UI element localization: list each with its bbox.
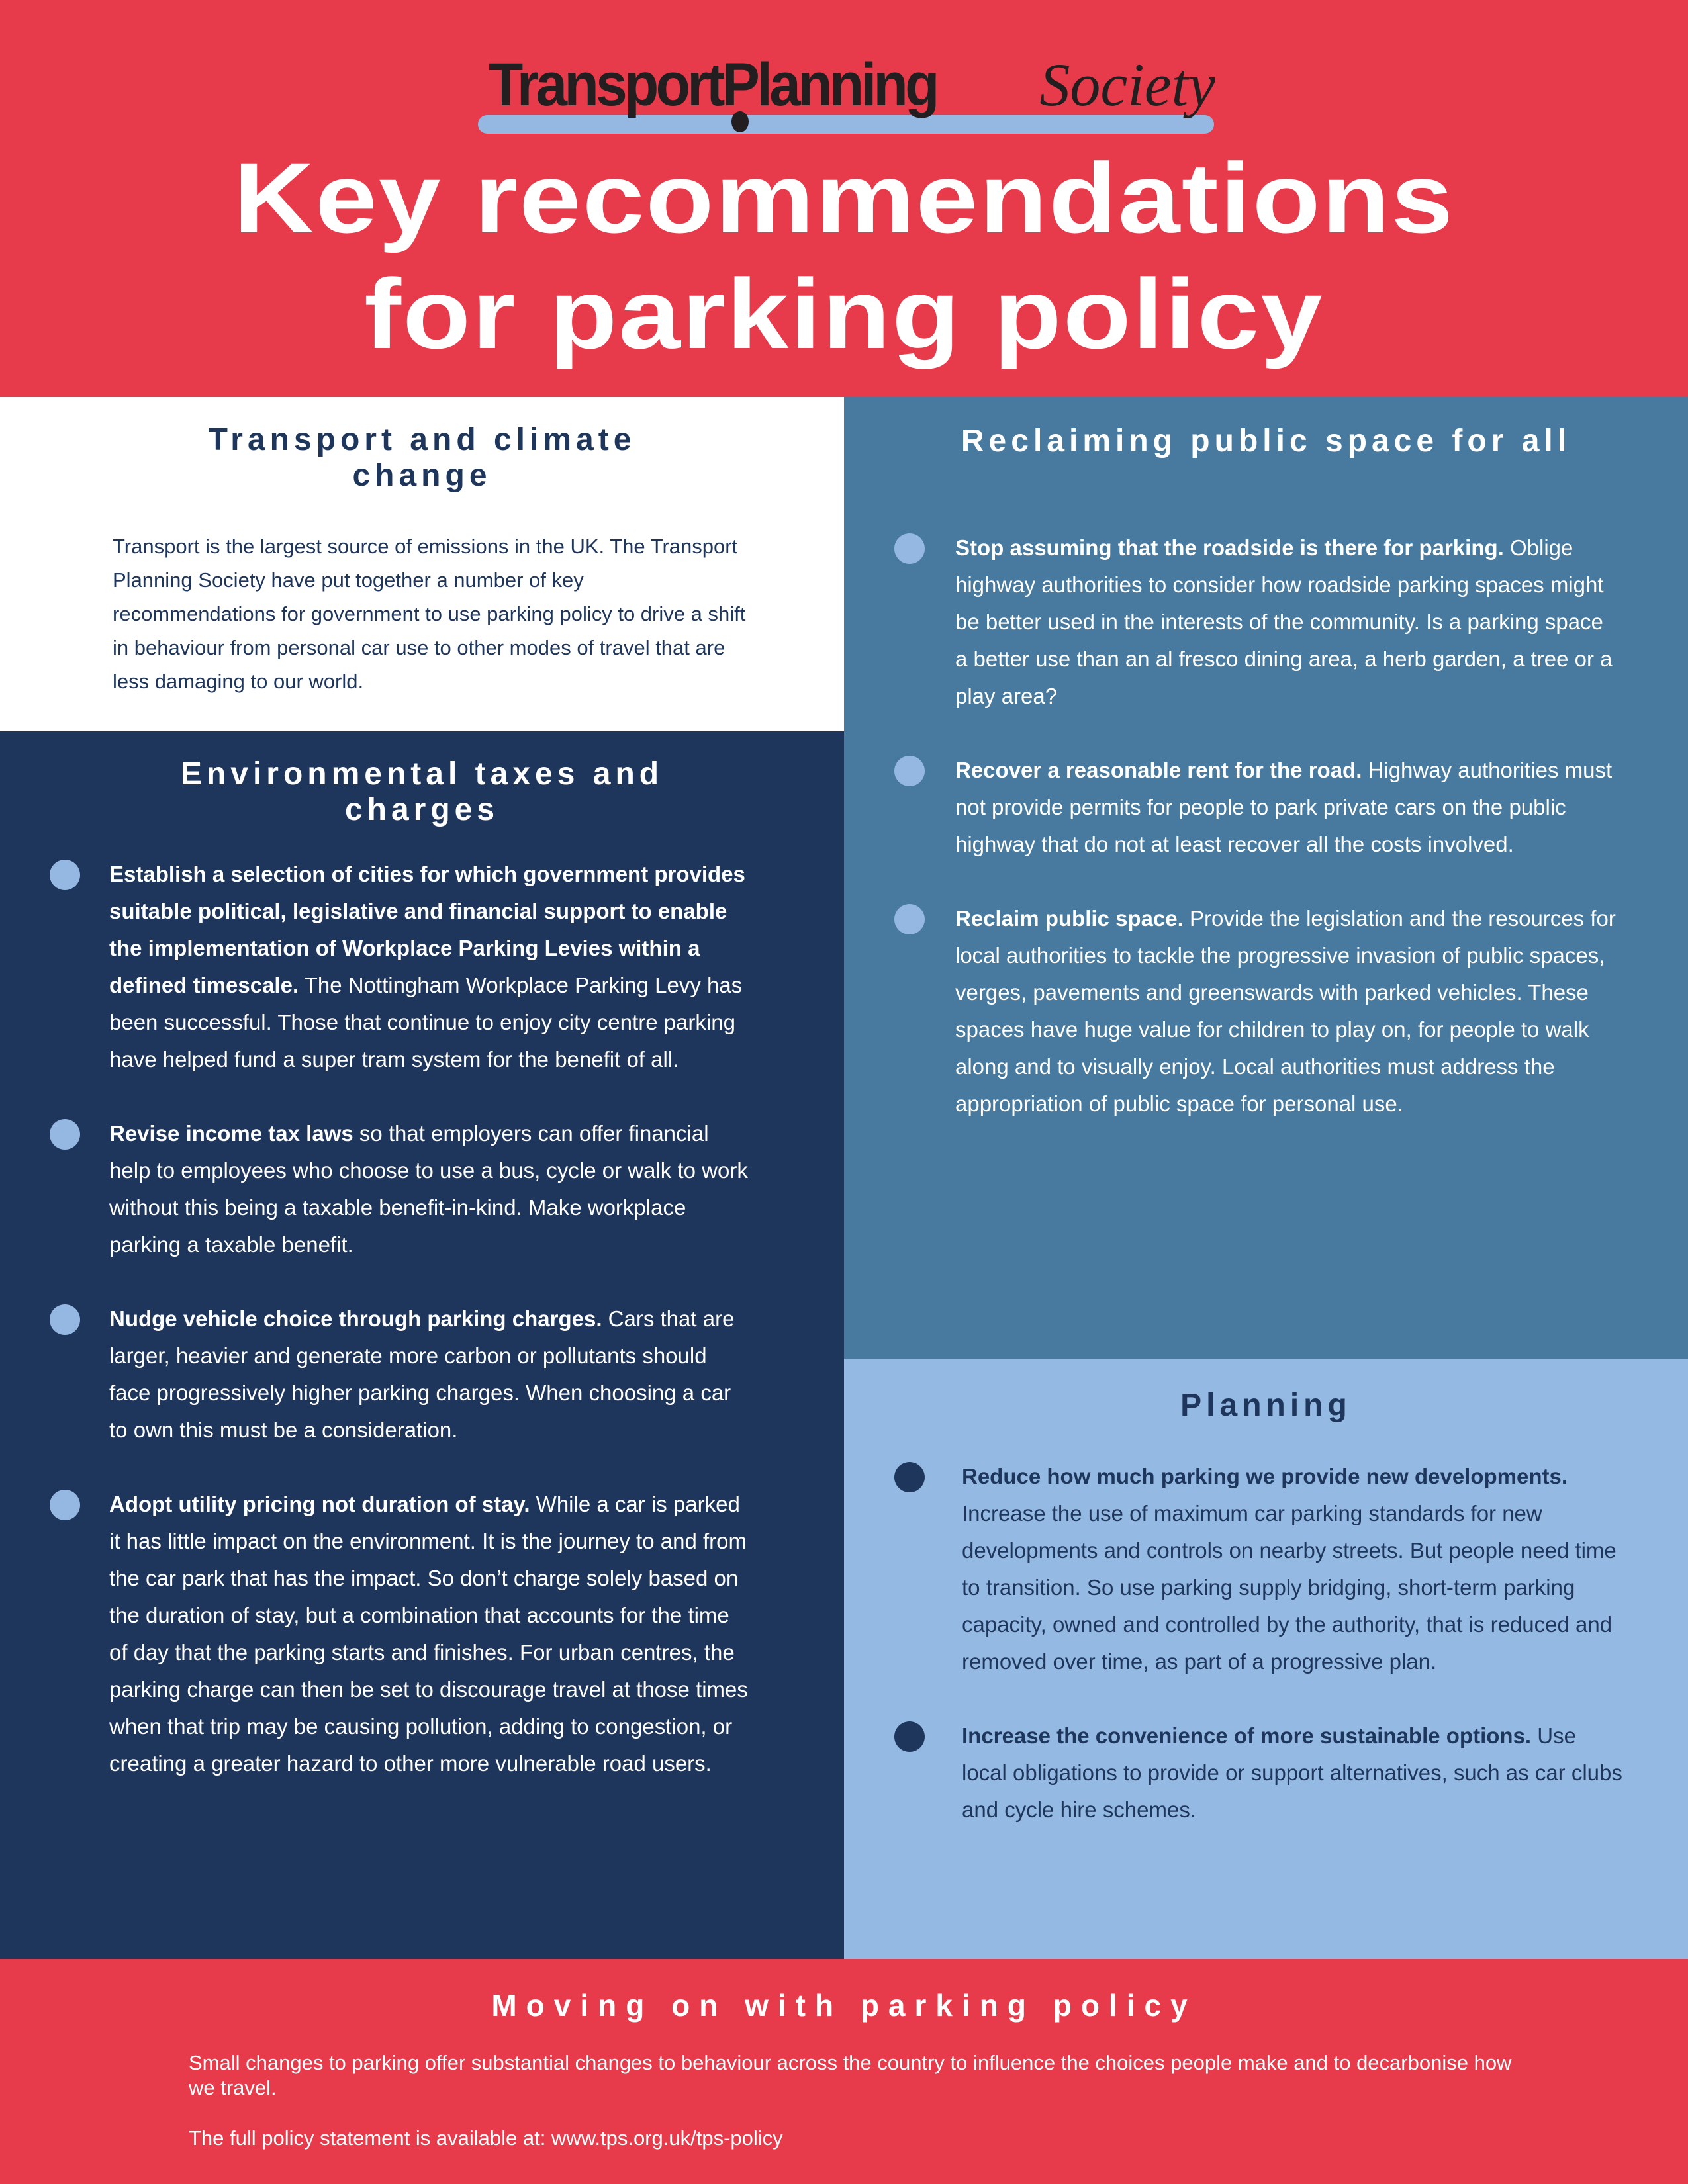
bullet-dot-icon — [894, 533, 925, 564]
section-title: Transport and climate change — [208, 422, 636, 493]
item-heading: Establish a selection of cities for which government provides suitable political, legislative and financial support to enable the implementation of Workplace Parking Levies within a defined timescale. — [109, 862, 745, 997]
footer-policy-link-text: The full policy statement is available at: www.tps.org.uk/tps-policy — [189, 2126, 783, 2150]
recommendation-list — [962, 1458, 1624, 1866]
item-text: Cars that are larger, heavier and generate more carbon or pollutants should face progressively higher parking charges. When choosing a car to own this must be a consideration. — [109, 1306, 735, 1442]
item-text: Highway authorities must not provide permits for people to park private cars on the public highway that do not at least recover all the costs involved. — [955, 758, 1613, 856]
footer-banner — [0, 1959, 1688, 2184]
title-line-1: Key recommendations — [233, 142, 1455, 253]
list-item — [109, 856, 751, 1078]
page-title — [0, 140, 1688, 372]
section-title: Reclaiming public space for all — [961, 424, 1571, 459]
list-item — [109, 1300, 751, 1449]
bullet-dot-icon — [894, 904, 925, 934]
tps-logo — [477, 52, 1215, 138]
bullet-dot-icon — [50, 1119, 80, 1150]
section-transport-climate — [0, 397, 844, 731]
recommendation-list — [109, 856, 751, 1819]
section-planning — [844, 1359, 1688, 1959]
bullet-dot-icon — [50, 1304, 80, 1335]
list-item — [109, 1486, 751, 1782]
section-title: Environmental taxes and charges — [180, 756, 664, 827]
item-heading: Increase the convenience of more sustainable options. — [962, 1723, 1532, 1748]
logo-italic-text: Society — [1039, 51, 1215, 118]
footer-title: Moving on with parking policy — [491, 1988, 1197, 2023]
list-item — [962, 1717, 1624, 1829]
item-text: Oblige highway authorities to consider how roadside parking spaces might be better used in the interests of the community. Is a parking space a better use than an al fresco dining area, a herb garden, a tree or a play area? — [955, 535, 1613, 708]
bullet-dot-icon — [894, 1721, 925, 1752]
item-text: Increase the use of maximum car parking standards for new developments and controls on nearby streets. But people need time to transition. So use parking supply bridging, short-term parking capacity, owned and controlled by the authority, that is reduced and removed over time, as part of a progressive plan. — [962, 1501, 1617, 1674]
item-text: Provide the legislation and the resources for local authorities to tackle the progressive invasion of public spaces, verges, pavements and greenswards with parked vehicles. These spaces have huge value for children to play on, for people to walk along and to visually enjoy. Local authorities must address the appropriation of public space for personal use. — [955, 906, 1616, 1116]
item-heading: Reduce how much parking we provide new developments. — [962, 1464, 1568, 1488]
list-item — [109, 1115, 751, 1263]
item-heading: Revise income tax laws — [109, 1121, 353, 1146]
list-item — [962, 1458, 1624, 1680]
bullet-dot-icon — [50, 1490, 80, 1520]
section-title: Planning — [1180, 1388, 1352, 1423]
item-heading: Recover a reasonable rent for the road. — [955, 758, 1362, 782]
item-text: so that employers can offer financial help to employees who choose to use a bus, cycle or walk to work without this being a taxable benefit-in-kind. Make workplace parking a taxable benefit. — [109, 1121, 748, 1257]
logo-wordmark — [489, 51, 1215, 118]
footer-paragraph: Small changes to parking offer substantial changes to behaviour across the country to influence the choices people make and to decarbonise how we travel. — [189, 2051, 1512, 2099]
logo-bold-text: TransportPlanning — [489, 51, 937, 118]
bullet-dot-icon — [894, 1462, 925, 1492]
title-line-2: for parking policy — [364, 258, 1324, 369]
bullet-dot-icon — [894, 756, 925, 786]
item-text: While a car is parked it has little impact on the environment. It is the journey to and from the car park that has the impact. So don’t charge solely based on the duration of stay, but a combination that accounts for the time of day that the parking starts and finishes. For urban centres, the parking charge can then be set to discourage travel at those times when that trip may be causing pollution, adding to congestion, or creating a greater hazard to other more vulnerable road users. — [109, 1492, 748, 1776]
bullet-dot-icon — [50, 860, 80, 890]
list-item — [955, 752, 1617, 863]
header-banner — [0, 0, 1688, 397]
item-heading: Stop assuming that the roadside is there for parking. — [955, 535, 1504, 560]
item-heading: Reclaim public space. — [955, 906, 1184, 931]
section-reclaiming-public-space — [844, 397, 1688, 1359]
recommendation-list — [955, 529, 1617, 1160]
list-item — [955, 529, 1617, 715]
item-heading: Adopt utility pricing not duration of stay. — [109, 1492, 530, 1516]
intro-paragraph: Transport is the largest source of emissions in the UK. The Transport Planning Society have put together a number of key recommendations for government to use parking policy to drive a shift in behaviour from personal car use to other modes of travel that are less damaging to our world. — [113, 535, 746, 693]
footer-body — [189, 2050, 1513, 2176]
list-item — [955, 900, 1617, 1122]
item-heading: Nudge vehicle choice through parking charges. — [109, 1306, 602, 1331]
item-text: The Nottingham Workplace Parking Levy has been successful. Those that continue to enjoy city centre parking have helped fund a super tram system for the benefit of all. — [109, 973, 743, 1071]
item-text: Use local obligations to provide or support alternatives, such as car clubs and cycle hire schemes. — [962, 1723, 1622, 1822]
section-environmental-taxes — [0, 731, 844, 1959]
